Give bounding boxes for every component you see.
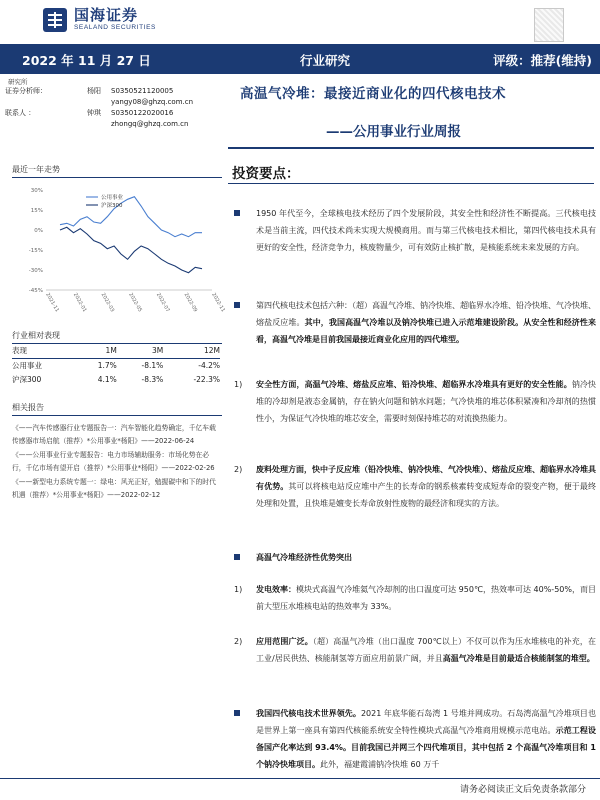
x-tick-label: 2022-03: [99, 292, 116, 314]
perf-cell: -4.2%: [198, 360, 220, 370]
perf-cell: 公用事业: [12, 360, 42, 370]
x-tick-label: 2022-09: [182, 292, 199, 314]
y-tick-label: 15%: [30, 208, 43, 214]
list-number: 1): [234, 380, 243, 389]
analyst-row: [5, 108, 205, 119]
sealand-logo-icon: [40, 6, 70, 34]
paragraph-text: （超）高温气冷堆（出口温度 700℃以上）不仅可以作为压水堆核电的补充，在工业/居民供热、核能制氢等方面应用前景广阔，并且: [256, 637, 596, 663]
paragraph-text: 2021 年底华能石岛湾 1 号堆并网成功。石岛湾高温气冷堆项目也是世界上第一座具有第四代核能系统安全特性模块式高温气冷堆商用规模示范电站。: [256, 709, 597, 735]
paragraph-text: 第四代核电技术包括六种：（超）高温气冷堆、钠冷快堆、超临界水冷堆、铅冷快堆、气冷快堆、熔盐反应堆。: [256, 301, 596, 327]
trend-chart: [12, 182, 226, 316]
paragraph-bold: 其中，我国高温气冷堆以及钠冷快堆已进入示范堆建设阶段。从安全性和经济性来看，高温气冷堆是目前我国最接近商业化应用的四代堆型。: [256, 318, 597, 344]
paragraph-text: 此外，福建霞浦钠冷快堆 60 万千: [320, 760, 440, 769]
paragraph-bold: 废料处理方面，快中子反应堆（铅冷快堆、钠冷快堆、气冷快堆）、熔盐反应堆、超临界水冷堆具有优势。: [256, 465, 596, 491]
analyst-info: [5, 86, 205, 130]
analyst-role: 证券分析师：: [5, 87, 47, 95]
trend-chart-svg: [12, 182, 226, 314]
paragraph-bold: 发电效率：: [256, 585, 297, 594]
paragraph: [234, 461, 596, 549]
analyst-email[interactable]: zhongq@ghzq.com.cn: [111, 120, 189, 128]
analyst-row: [5, 86, 205, 97]
logo-chinese-name: 国海证券: [74, 6, 139, 25]
analyst-name: 杨阳: [87, 87, 101, 95]
institute-label: 研究所: [8, 78, 28, 86]
legend-label: 沪深300: [101, 203, 123, 209]
paragraph: [234, 633, 596, 695]
related-report-link[interactable]: 《——汽车传感器行业专题报告一：汽车智能化趋势确定，千亿车载传感器市场启航（推荐）*公用事业*杨阳》——2022-06-24: [12, 424, 216, 445]
analyst-email[interactable]: yangy08@ghzq.com.cn: [111, 98, 194, 106]
paragraph-bold: 安全性方面，高温气冷堆、熔盐反应堆、铅冷快堆、超临界水冷堆具有更好的安全性能。: [256, 380, 572, 389]
footer-disclaimer: 请务必阅读正文后免责条款部分: [459, 785, 586, 795]
paragraph: [234, 705, 596, 773]
paragraph-text: 钠冷快堆的冷却剂是液态金属钠，存在钠火问题和钠水问题；气冷快堆的堆芯体积紧凑和冷却剂的热惯性小，为保证气冷快堆的堆芯安全，需要时刻保持堆芯的对流换热能力。: [256, 380, 597, 423]
paragraph: [234, 297, 596, 374]
analyst-license: S0350521120005: [111, 87, 174, 95]
section-title: 投资要点：: [232, 166, 300, 182]
table-row: [12, 358, 220, 372]
perf-header: 12M: [163, 344, 220, 358]
paragraph-text: 1950 年代至今，全球核电技术经历了四个发展阶段，其安全性和经济性不断提高。三代核电技术是当前主流，四代技术尚未实现大规模商用。而与第三代核电技术相比，第四代核电技术具有更好的安全性，经济竞争力，核废物量少，可有效防止核扩散，是核能系统未来发展的方向。: [256, 209, 596, 252]
paragraph-bold: 高温气冷堆是目前最适合核能制氢的堆型。: [442, 654, 595, 663]
perf-cell: 4.1%: [97, 374, 117, 384]
perf-cell: -22.3%: [193, 374, 220, 384]
footer-divider: [0, 778, 600, 779]
title-divider: [228, 147, 594, 149]
y-tick-label: 30%: [30, 188, 43, 194]
main-body: [234, 205, 596, 773]
perf-header: 1M: [76, 344, 117, 358]
perf-cell: 1.7%: [97, 360, 117, 370]
y-tick-label: -15%: [28, 248, 43, 254]
rating-label: 评级：推荐(维持): [493, 53, 592, 68]
section-divider: [228, 183, 594, 184]
analyst-role: 联系人 ：: [5, 109, 36, 117]
paragraph-text: 其可以将核电站反应堆中产生的长寿命的钢系核素转变成短寿命的裂变产物，便于最终处理和处置，且快堆是嬗变长寿命放射性废物的最经济和现实的方法。: [256, 482, 596, 508]
list-number: 1): [234, 585, 243, 594]
logo-english-name: SEALAND SECURITIES: [74, 24, 156, 32]
paragraph-bold: 示范工程设备国产化率达到 93.4%。目前我国已并网三个四代堆项目，其中包括 2 个高温气冷堆项目和 1 个钠冷快堆项目。: [256, 726, 596, 769]
table-row: [12, 372, 220, 386]
header-banner: [0, 44, 600, 74]
y-tick-label: 0%: [34, 228, 43, 234]
report-subtitle: ——公用事业行业周报: [326, 124, 461, 140]
series-line-utilities: [60, 197, 202, 237]
company-logo: [40, 6, 156, 34]
paragraph: [234, 205, 596, 295]
square-bullet-icon: [234, 710, 240, 716]
related-reports-title: 相关报告: [12, 402, 222, 416]
analyst-name: 钟琪: [87, 109, 101, 117]
list-number: 2): [234, 465, 243, 474]
report-date: 2022 年 11 月 27 日: [22, 53, 151, 68]
x-tick-label: 2022-01: [71, 292, 88, 314]
legend-label: 公用事业: [101, 195, 124, 201]
qr-code-image: [534, 8, 564, 42]
paragraph: [234, 549, 596, 581]
list-number: 2): [234, 637, 243, 646]
performance-title: 行业相对表现: [12, 330, 222, 344]
sidebar: [12, 150, 226, 503]
paragraph-text: 模块式高温气冷堆氦气冷却剂的出口温度可达 950℃，热效率可达 40%-50%，而目前大型压水堆核电站的热效率为 33%。: [256, 585, 596, 611]
square-bullet-icon: [234, 210, 240, 216]
related-report-link[interactable]: 《——新型电力系统专题一：绿电：风光正好，勉握碳中和下的时代机遇（推荐）*公用事业*杨阳》——2022-02-12: [12, 478, 216, 499]
x-tick-label: 2021-11: [44, 292, 60, 314]
square-bullet-icon: [234, 302, 240, 308]
trend-chart-title: 最近一年走势: [12, 164, 222, 178]
y-tick-label: -45%: [28, 288, 43, 294]
x-tick-label: 2022-07: [154, 292, 171, 314]
paragraph: [234, 376, 596, 461]
related-reports-list: [12, 422, 222, 502]
related-report-link[interactable]: 《——公用事业行业专题报告：电力市场辅助服务：市场化势在必行，千亿市场有望开启（推荐）*公用事业*杨阳》——2022-02-26: [12, 451, 215, 472]
perf-header: 3M: [117, 344, 163, 358]
paragraph-bold: 高温气冷堆经济性优势突出: [256, 553, 352, 562]
perf-cell: -8.3%: [141, 374, 164, 384]
perf-cell: -8.1%: [141, 360, 164, 370]
y-tick-label: -30%: [28, 268, 43, 274]
perf-header: 表现: [12, 344, 76, 358]
report-title: 高温气冷堆：最接近商业化的四代核电技术: [240, 86, 506, 102]
square-bullet-icon: [234, 554, 240, 560]
performance-table: [12, 344, 220, 386]
paragraph-bold: 我国四代核电技术世界领先。: [256, 709, 361, 718]
x-tick-label: 2022-11: [210, 292, 226, 314]
report-category: 行业研究: [300, 53, 351, 68]
perf-cell: 沪深300: [12, 374, 42, 384]
analyst-license: S0350122020016: [111, 109, 174, 117]
x-tick-label: 2022-05: [127, 292, 143, 314]
paragraph: [234, 581, 596, 623]
paragraph-bold: 应用范围广泛。: [256, 637, 313, 646]
